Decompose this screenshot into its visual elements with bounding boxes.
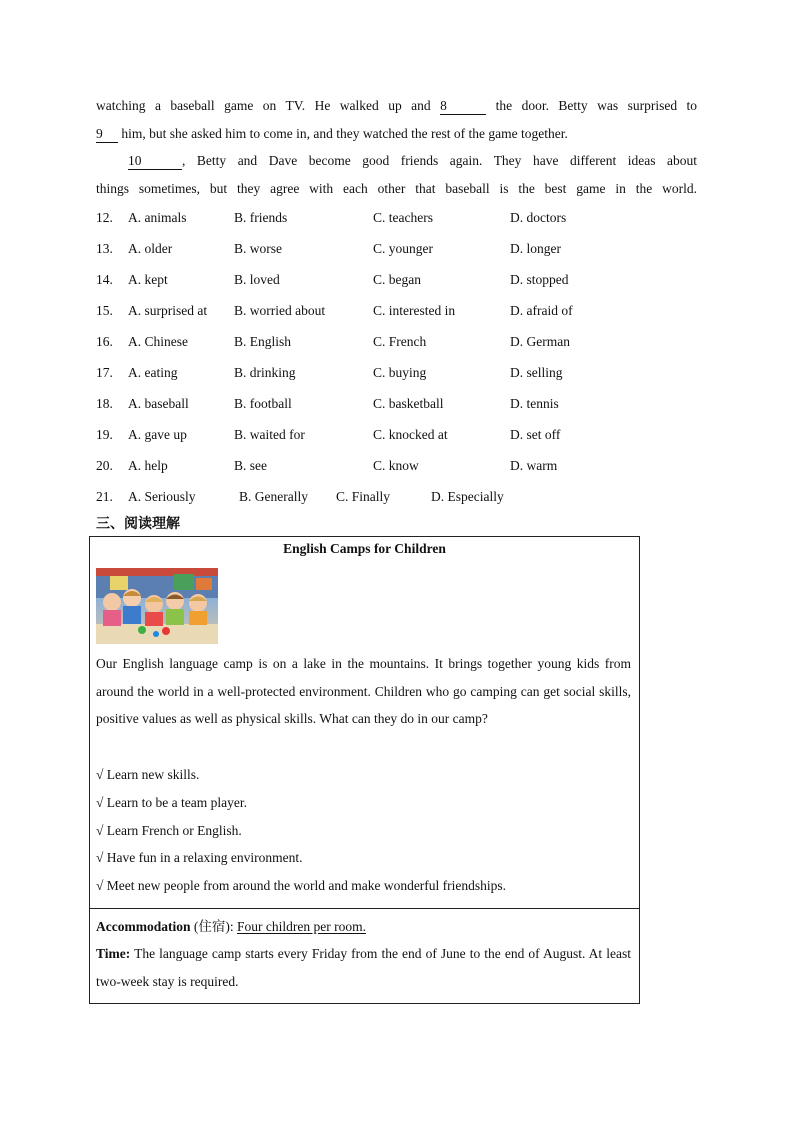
passage-line-1 bbox=[96, 92, 697, 120]
question-row bbox=[96, 328, 716, 359]
question-number: 14. bbox=[96, 272, 113, 287]
option-b: B. loved bbox=[234, 272, 280, 287]
option-b: B. drinking bbox=[234, 365, 296, 380]
question-row bbox=[96, 297, 716, 328]
question-number: 21. bbox=[96, 489, 113, 504]
passage-text: , Betty and Dave become good friends again. They have different ideas about bbox=[182, 153, 697, 168]
blank-8: 8 bbox=[440, 98, 486, 115]
question-number: 12. bbox=[96, 210, 113, 225]
option-d: D. German bbox=[510, 334, 570, 349]
question-row bbox=[96, 204, 716, 235]
option-a: A. eating bbox=[128, 365, 178, 380]
question-row bbox=[96, 235, 716, 266]
time-line bbox=[96, 940, 631, 995]
option-b: B. English bbox=[234, 334, 292, 349]
reading-box bbox=[89, 536, 640, 1004]
question-row bbox=[96, 421, 716, 452]
passage-line-2 bbox=[96, 120, 697, 148]
option-b: B. Generally bbox=[239, 489, 308, 504]
passage-line-4 bbox=[96, 175, 697, 203]
time-value: The language camp starts every Friday from the end of June to the end of August. At least two-week stay is required. bbox=[96, 946, 631, 989]
option-d: D. longer bbox=[510, 241, 561, 256]
accommodation-value: Four children per room. bbox=[237, 919, 366, 934]
option-c: C. teachers bbox=[373, 210, 433, 225]
question-number: 15. bbox=[96, 303, 113, 318]
option-c: C. French bbox=[373, 334, 427, 349]
option-c: C. buying bbox=[373, 365, 427, 380]
option-a: A. baseball bbox=[128, 396, 189, 411]
box-title: English Camps for Children bbox=[283, 541, 446, 556]
passage-text: watching a baseball game on TV. He walked up and bbox=[96, 98, 431, 113]
time-label: Time: bbox=[96, 946, 131, 961]
option-a: A. Seriously bbox=[128, 489, 196, 504]
passage-text: things sometimes, but they agree with each other that baseball is the best game in the world. bbox=[96, 181, 697, 196]
question-row bbox=[96, 452, 716, 483]
question-number: 13. bbox=[96, 241, 113, 256]
option-a: A. animals bbox=[128, 210, 187, 225]
blank-9: 9 bbox=[96, 126, 118, 143]
passage-text: the door. Betty was surprised to bbox=[495, 98, 698, 113]
option-c: C. began bbox=[373, 272, 421, 287]
option-d: D. selling bbox=[510, 365, 563, 380]
option-c: C. knocked at bbox=[373, 427, 448, 442]
option-a: A. kept bbox=[128, 272, 168, 287]
question-list bbox=[96, 204, 716, 514]
question-number: 17. bbox=[96, 365, 113, 380]
option-a: A. surprised at bbox=[128, 303, 208, 318]
option-c: C. Finally bbox=[336, 489, 391, 504]
section-title: 三、阅读理解 bbox=[96, 516, 180, 532]
accommodation-line bbox=[96, 915, 366, 935]
option-c: C. basketball bbox=[373, 396, 444, 411]
passage-line-3 bbox=[128, 147, 697, 175]
option-d: D. set off bbox=[510, 427, 561, 442]
option-a: A. help bbox=[128, 458, 168, 473]
question-number: 20. bbox=[96, 458, 113, 473]
activity-item: √ Have fun in a relaxing environment. bbox=[96, 850, 303, 866]
option-a: A. gave up bbox=[128, 427, 187, 442]
question-row bbox=[96, 483, 716, 514]
accommodation-label: Accommodation bbox=[96, 919, 191, 934]
option-c: C. younger bbox=[373, 241, 433, 256]
activity-item: √ Learn new skills. bbox=[96, 767, 200, 782]
question-row bbox=[96, 390, 716, 421]
question-number: 19. bbox=[96, 427, 113, 442]
option-b: B. worse bbox=[234, 241, 282, 256]
option-d: D. warm bbox=[510, 458, 558, 473]
option-d: D. doctors bbox=[510, 210, 567, 225]
children-photo bbox=[96, 568, 218, 644]
question-number: 16. bbox=[96, 334, 113, 349]
children-photo-illustration bbox=[96, 568, 218, 644]
option-b: B. waited for bbox=[234, 427, 305, 442]
option-b: B. worried about bbox=[234, 303, 326, 318]
question-row bbox=[96, 359, 716, 390]
blank-10: 10 bbox=[128, 153, 182, 170]
option-d: D. tennis bbox=[510, 396, 559, 411]
accommodation-cn: (住宿): bbox=[190, 919, 237, 934]
option-d: D. afraid of bbox=[510, 303, 573, 318]
question-row bbox=[96, 266, 716, 297]
option-b: B. football bbox=[234, 396, 292, 411]
option-a: A. older bbox=[128, 241, 173, 256]
passage-text: him, but she asked him to come in, and they watched the rest of the game together. bbox=[121, 126, 568, 141]
option-d: D. stopped bbox=[510, 272, 569, 287]
activity-item: √ Learn French or English. bbox=[96, 822, 242, 838]
option-d: D. Especially bbox=[431, 489, 504, 504]
option-c: C. interested in bbox=[373, 303, 456, 318]
activity-list bbox=[96, 761, 506, 900]
option-c: C. know bbox=[373, 458, 419, 473]
option-b: B. see bbox=[234, 458, 267, 473]
box-divider bbox=[90, 908, 639, 909]
camp-intro: Our English language camp is on a lake in the mountains. It brings together young kids from around the world in a well-protected environment. Children who go camping can get social skills, positive values as well as physical skills. What can they do in our camp? bbox=[96, 656, 631, 727]
activity-item: √ Learn to be a team player. bbox=[96, 794, 247, 810]
option-a: A. Chinese bbox=[128, 334, 188, 349]
option-b: B. friends bbox=[234, 210, 288, 225]
question-number: 18. bbox=[96, 396, 113, 411]
activity-item: √ Meet new people from around the world and make wonderful friendships. bbox=[96, 878, 507, 894]
